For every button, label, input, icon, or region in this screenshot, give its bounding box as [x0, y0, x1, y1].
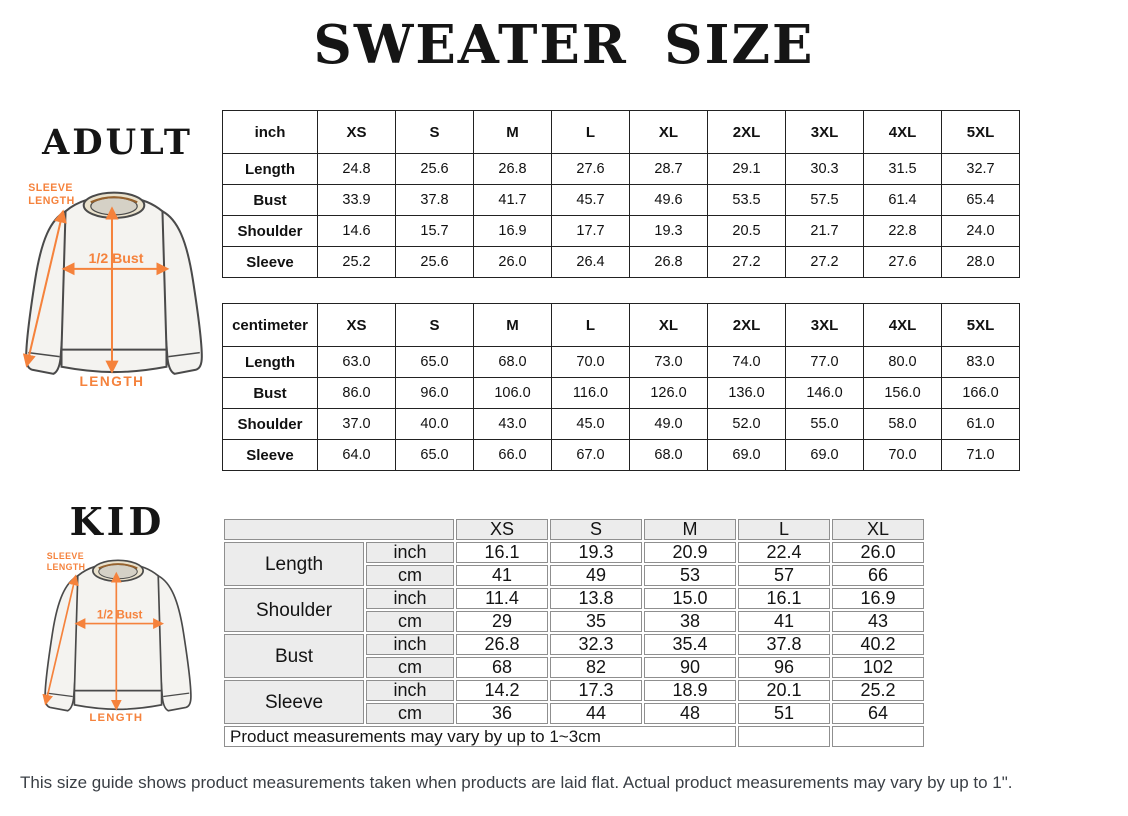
value-cell: 63.0: [318, 347, 396, 378]
size-header-cell: XS: [318, 304, 396, 347]
value-cell: 146.0: [786, 378, 864, 409]
value-cell: 69.0: [786, 440, 864, 471]
measurement-label-cell: Shoulder: [223, 216, 318, 247]
value-cell: 136.0: [708, 378, 786, 409]
value-cell: 16.1: [738, 588, 830, 609]
sleeve-length-label-line1: SLEEVE: [46, 551, 84, 562]
empty-cell: [832, 726, 924, 747]
page-footnote: This size guide shows product measurements taken when products are laid flat. Actual product measurements may vary by up to 1".: [20, 773, 1013, 792]
value-cell: 70.0: [552, 347, 630, 378]
unit-cell: inch: [366, 542, 454, 563]
value-cell: 24.0: [942, 216, 1020, 247]
value-cell: 66: [832, 565, 924, 586]
half-bust-label: 1/2 Bust: [96, 608, 143, 622]
value-cell: 57.5: [786, 185, 864, 216]
value-cell: 49: [550, 565, 642, 586]
value-cell: 96.0: [396, 378, 474, 409]
value-cell: 58.0: [864, 409, 942, 440]
size-header-row: [223, 111, 1020, 154]
measurement-row: [223, 409, 1020, 440]
value-cell: 13.8: [550, 588, 642, 609]
value-cell: 22.4: [738, 542, 830, 563]
value-cell: 37.8: [396, 185, 474, 216]
value-cell: 37.0: [318, 409, 396, 440]
value-cell: 20.9: [644, 542, 736, 563]
size-header-cell: S: [550, 519, 642, 540]
value-cell: 17.7: [552, 216, 630, 247]
size-header-cell: M: [644, 519, 736, 540]
value-cell: 25.6: [396, 247, 474, 278]
size-header-cell: 2XL: [708, 304, 786, 347]
value-cell: 102: [832, 657, 924, 678]
value-cell: 45.7: [552, 185, 630, 216]
value-cell: 65.4: [942, 185, 1020, 216]
value-cell: 66.0: [474, 440, 552, 471]
value-cell: 40.2: [832, 634, 924, 655]
size-header-cell: 3XL: [786, 304, 864, 347]
value-cell: 44: [550, 703, 642, 724]
unit-cell: inch: [366, 588, 454, 609]
measurement-row: [223, 185, 1020, 216]
value-cell: 15.0: [644, 588, 736, 609]
value-cell: 49.0: [630, 409, 708, 440]
value-cell: 25.2: [318, 247, 396, 278]
measurement-row: [223, 154, 1020, 185]
measurement-row: [223, 378, 1020, 409]
value-cell: 53.5: [708, 185, 786, 216]
measurement-row-inch: [224, 634, 924, 655]
value-cell: 21.7: [786, 216, 864, 247]
adult-inch-size-table: [222, 110, 1020, 278]
value-cell: 27.2: [786, 247, 864, 278]
value-cell: 14.2: [456, 680, 548, 701]
value-cell: 25.2: [832, 680, 924, 701]
value-cell: 166.0: [942, 378, 1020, 409]
value-cell: 48: [644, 703, 736, 724]
value-cell: 61.0: [942, 409, 1020, 440]
value-cell: 26.8: [456, 634, 548, 655]
value-cell: 26.0: [832, 542, 924, 563]
value-cell: 57: [738, 565, 830, 586]
unit-cell: cm: [366, 703, 454, 724]
value-cell: 27.6: [552, 154, 630, 185]
size-header-cell: S: [396, 111, 474, 154]
value-cell: 73.0: [630, 347, 708, 378]
unit-header-cell: centimeter: [223, 304, 318, 347]
value-cell: 28.7: [630, 154, 708, 185]
value-cell: 20.5: [708, 216, 786, 247]
value-cell: 15.7: [396, 216, 474, 247]
measurement-label-cell: Shoulder: [224, 588, 364, 632]
value-cell: 52.0: [708, 409, 786, 440]
measurement-row-inch: [224, 542, 924, 563]
value-cell: 31.5: [864, 154, 942, 185]
size-header-cell: 2XL: [708, 111, 786, 154]
value-cell: 156.0: [864, 378, 942, 409]
value-cell: 19.3: [630, 216, 708, 247]
kid-size-table: [222, 517, 926, 749]
size-header-cell: 3XL: [786, 111, 864, 154]
value-cell: 68: [456, 657, 548, 678]
sleeve-length-label-line2: LENGTH: [28, 195, 75, 208]
value-cell: 26.8: [474, 154, 552, 185]
value-cell: 35: [550, 611, 642, 632]
value-cell: 29.1: [708, 154, 786, 185]
value-cell: 43.0: [474, 409, 552, 440]
value-cell: 14.6: [318, 216, 396, 247]
corner-cell: [224, 519, 454, 540]
value-cell: 116.0: [552, 378, 630, 409]
value-cell: 49.6: [630, 185, 708, 216]
size-header-cell: XS: [456, 519, 548, 540]
value-cell: 38: [644, 611, 736, 632]
value-cell: 65.0: [396, 440, 474, 471]
sleeve-length-label-line1: SLEEVE: [28, 182, 73, 195]
value-cell: 53: [644, 565, 736, 586]
size-header-cell: 4XL: [864, 111, 942, 154]
value-cell: 64.0: [318, 440, 396, 471]
value-cell: 32.3: [550, 634, 642, 655]
size-header-row: [224, 519, 924, 540]
value-cell: 51: [738, 703, 830, 724]
value-cell: 64: [832, 703, 924, 724]
value-cell: 77.0: [786, 347, 864, 378]
value-cell: 17.3: [550, 680, 642, 701]
value-cell: 25.6: [396, 154, 474, 185]
value-cell: 16.9: [832, 588, 924, 609]
value-cell: 35.4: [644, 634, 736, 655]
length-label: LENGTH: [79, 373, 145, 389]
kid-section-label: KID: [69, 499, 166, 544]
size-header-cell: XL: [630, 304, 708, 347]
value-cell: 74.0: [708, 347, 786, 378]
value-cell: 96: [738, 657, 830, 678]
adult-section-label: ADULT: [42, 122, 193, 163]
value-cell: 33.9: [318, 185, 396, 216]
value-cell: 32.7: [942, 154, 1020, 185]
measurement-label-cell: Length: [223, 347, 318, 378]
measurement-label-cell: Sleeve: [223, 247, 318, 278]
value-cell: 26.8: [630, 247, 708, 278]
value-cell: 55.0: [786, 409, 864, 440]
length-label: LENGTH: [89, 711, 144, 724]
value-cell: 18.9: [644, 680, 736, 701]
size-header-cell: M: [474, 304, 552, 347]
adult-sweater-diagram: [8, 178, 220, 392]
size-header-cell: S: [396, 304, 474, 347]
adult-cm-size-table: [222, 303, 1020, 471]
unit-cell: cm: [366, 611, 454, 632]
value-cell: 37.8: [738, 634, 830, 655]
value-cell: 61.4: [864, 185, 942, 216]
size-header-cell: L: [552, 304, 630, 347]
page-title: SWEATER SIZE: [313, 14, 815, 76]
unit-header-cell: inch: [223, 111, 318, 154]
value-cell: 28.0: [942, 247, 1020, 278]
measurement-row: [223, 247, 1020, 278]
measurement-row: [223, 347, 1020, 378]
size-header-cell: 5XL: [942, 111, 1020, 154]
value-cell: 70.0: [864, 440, 942, 471]
measurement-label-cell: Sleeve: [223, 440, 318, 471]
measurement-row-inch: [224, 588, 924, 609]
unit-cell: cm: [366, 657, 454, 678]
value-cell: 82: [550, 657, 642, 678]
value-cell: 26.0: [474, 247, 552, 278]
unit-cell: cm: [366, 565, 454, 586]
size-header-cell: 4XL: [864, 304, 942, 347]
value-cell: 83.0: [942, 347, 1020, 378]
size-header-cell: XL: [630, 111, 708, 154]
kid-sweater-diagram: [30, 548, 206, 726]
value-cell: 27.2: [708, 247, 786, 278]
measurement-label-cell: Sleeve: [224, 680, 364, 724]
value-cell: 16.9: [474, 216, 552, 247]
value-cell: 71.0: [942, 440, 1020, 471]
table-footnote-cell: Product measurements may vary by up to 1~3cm: [224, 726, 736, 747]
value-cell: 11.4: [456, 588, 548, 609]
value-cell: 36: [456, 703, 548, 724]
value-cell: 126.0: [630, 378, 708, 409]
measurement-row: [223, 440, 1020, 471]
size-header-row: [223, 304, 1020, 347]
value-cell: 41: [456, 565, 548, 586]
value-cell: 41: [738, 611, 830, 632]
measurement-label-cell: Bust: [223, 378, 318, 409]
unit-cell: inch: [366, 634, 454, 655]
value-cell: 27.6: [864, 247, 942, 278]
value-cell: 41.7: [474, 185, 552, 216]
measurement-row: [223, 216, 1020, 247]
value-cell: 22.8: [864, 216, 942, 247]
size-header-cell: XS: [318, 111, 396, 154]
value-cell: 65.0: [396, 347, 474, 378]
value-cell: 67.0: [552, 440, 630, 471]
size-header-cell: XL: [832, 519, 924, 540]
value-cell: 45.0: [552, 409, 630, 440]
footnote-row: [224, 726, 924, 747]
value-cell: 69.0: [708, 440, 786, 471]
size-header-cell: M: [474, 111, 552, 154]
value-cell: 106.0: [474, 378, 552, 409]
value-cell: 20.1: [738, 680, 830, 701]
value-cell: 19.3: [550, 542, 642, 563]
value-cell: 43: [832, 611, 924, 632]
measurement-label-cell: Length: [223, 154, 318, 185]
size-header-cell: 5XL: [942, 304, 1020, 347]
half-bust-label: 1/2 Bust: [88, 249, 144, 266]
empty-cell: [738, 726, 830, 747]
measurement-label-cell: Bust: [223, 185, 318, 216]
value-cell: 26.4: [552, 247, 630, 278]
size-header-cell: L: [552, 111, 630, 154]
value-cell: 24.8: [318, 154, 396, 185]
value-cell: 30.3: [786, 154, 864, 185]
value-cell: 90: [644, 657, 736, 678]
value-cell: 86.0: [318, 378, 396, 409]
measurement-label-cell: Length: [224, 542, 364, 586]
sleeve-length-label-line2: LENGTH: [46, 561, 86, 572]
value-cell: 80.0: [864, 347, 942, 378]
value-cell: 29: [456, 611, 548, 632]
value-cell: 68.0: [474, 347, 552, 378]
value-cell: 16.1: [456, 542, 548, 563]
measurement-label-cell: Shoulder: [223, 409, 318, 440]
unit-cell: inch: [366, 680, 454, 701]
value-cell: 68.0: [630, 440, 708, 471]
measurement-label-cell: Bust: [224, 634, 364, 678]
value-cell: 40.0: [396, 409, 474, 440]
measurement-row-inch: [224, 680, 924, 701]
size-header-cell: L: [738, 519, 830, 540]
